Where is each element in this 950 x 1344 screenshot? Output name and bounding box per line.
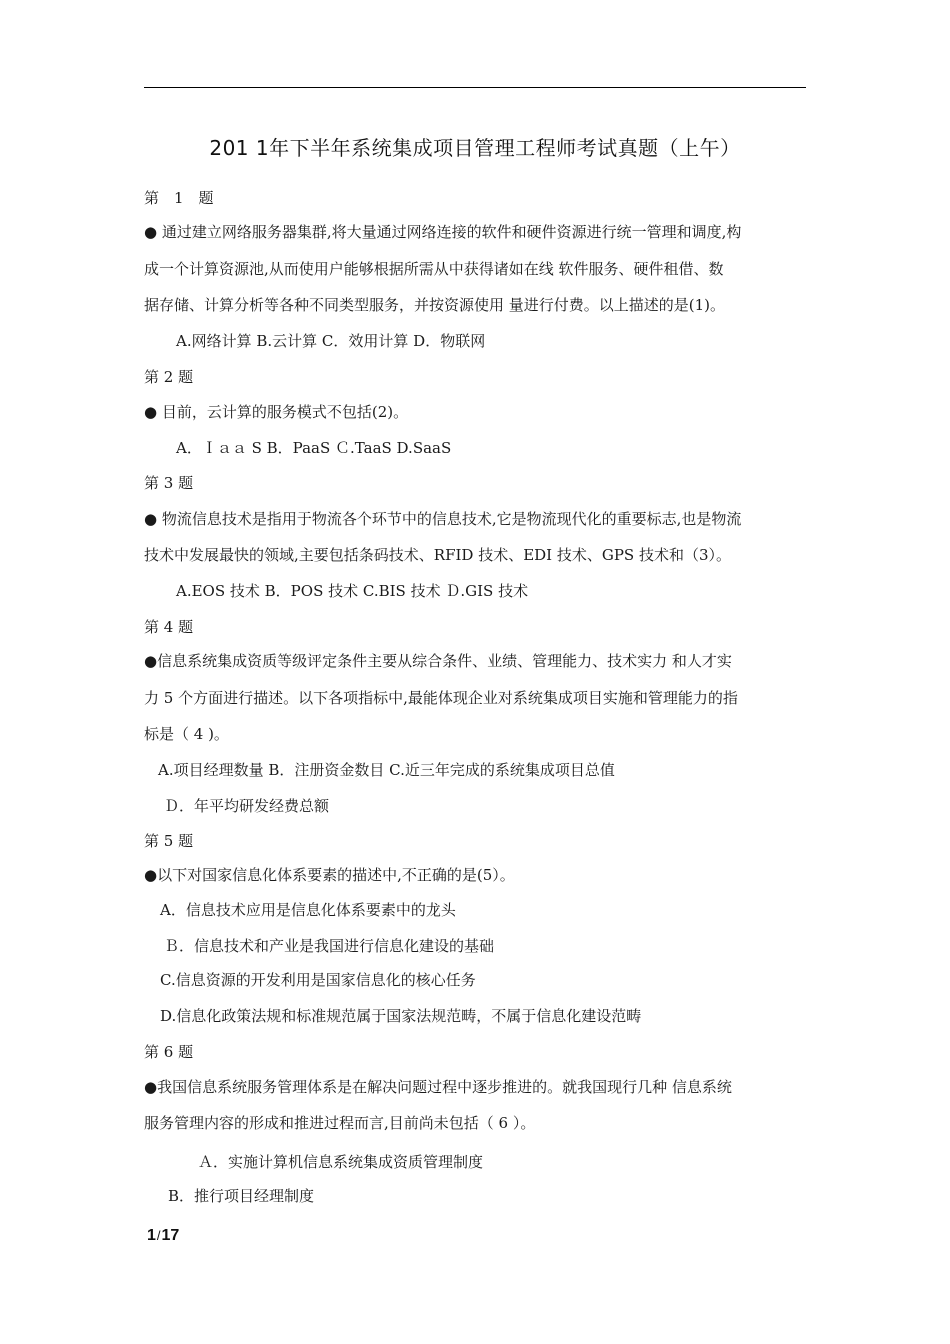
question-1-text-line-2: 成一个计算资源池,从而使用户能够根据所需从中获得诸如在线 软件服务、硬件租借、数	[144, 260, 724, 278]
question-6-option-b: B．推行项目经理制度	[168, 1187, 315, 1205]
question-4-options-line-2: Ｄ．年平均研发经费总额	[164, 797, 330, 815]
question-3-text-line-2: 技术中发展最快的领域,主要包括条码技术、RFID 技术、EDI 技术、GPS 技术和（3）。	[144, 546, 732, 564]
question-2-heading: 第 2 题	[144, 368, 194, 386]
question-6-text-line-1: ●我国信息系统服务管理体系是在解决问题过程中逐步推进的。就我国现行几种 信息系统	[144, 1078, 732, 1096]
question-4-text-line-2: 力 5 个方面进行描述。以下各项指标中,最能体现企业对系统集成项目实施和管理能力的指	[144, 689, 738, 707]
question-5-option-b: Ｂ．信息技术和产业是我国进行信息化建设的基础	[164, 937, 495, 955]
question-4-heading: 第 4 题	[144, 618, 194, 636]
header-rule	[144, 87, 806, 88]
question-1-heading: 第 1 题	[144, 189, 214, 207]
question-2-options: A．Ｉａａ S B．PaaS Ｃ.TaaS D.SaaS	[176, 439, 452, 457]
page-number-current: 1	[147, 1227, 156, 1244]
question-4-text-line-1: ●信息系统集成资质等级评定条件主要从综合条件、业绩、管理能力、技术实力 和人才实	[144, 652, 732, 670]
question-1-text-line-3: 据存储、计算分析等各种不同类型服务，并按资源使用 量进行付费。以上描述的是(1)。	[144, 296, 726, 314]
page-number-separator: /	[156, 1228, 161, 1243]
question-3-heading: 第 3 题	[144, 474, 194, 492]
question-5-option-d: D.信息化政策法规和标准规范属于国家法规范畴，不属于信息化建设范畴	[160, 1007, 642, 1025]
question-5-heading: 第 5 题	[144, 832, 194, 850]
page-title: 201 1年下半年系统集成项目管理工程师考试真题（上午）	[209, 136, 741, 160]
question-6-text-line-2: 服务管理内容的形成和推进过程而言,目前尚未包括（ 6 ）。	[144, 1114, 536, 1132]
question-6-heading: 第 6 题	[144, 1043, 194, 1061]
question-3-text-line-1: ● 物流信息技术是指用于物流各个环节中的信息技术,它是物流现代化的重要标志,也是物流	[144, 510, 742, 528]
question-5-option-a: A．信息技术应用是信息化体系要素中的龙头	[160, 901, 456, 919]
question-4-text-line-3: 标是（ 4 )。	[144, 725, 229, 743]
page-number-total: 17	[161, 1227, 180, 1244]
question-3-options: A.EOS 技术 B．POS 技术 C.BIS 技术 Ｄ.GIS 技术	[176, 582, 529, 600]
page-number	[147, 1225, 179, 1247]
question-5-text: ●以下对国家信息化体系要素的描述中,不正确的是(5）。	[144, 866, 515, 884]
question-1-text-line-1: ● 通过建立网络服务器集群,将大量通过网络连接的软件和硬件资源进行统一管理和调度,构	[144, 223, 742, 241]
question-4-options-line-1: A.项目经理数量 B．注册资金数目 C.近三年完成的系统集成项目总值	[158, 761, 615, 779]
question-6-option-a: Ａ．实施计算机信息系统集成资质管理制度	[198, 1153, 484, 1171]
question-5-option-c: C.信息资源的开发利用是国家信息化的核心任务	[160, 971, 476, 989]
question-1-options: A.网络计算 B.云计算 C．效用计算 D．物联网	[176, 332, 486, 350]
question-2-text: ● 目前，云计算的服务模式不包括(2)。	[144, 403, 409, 421]
